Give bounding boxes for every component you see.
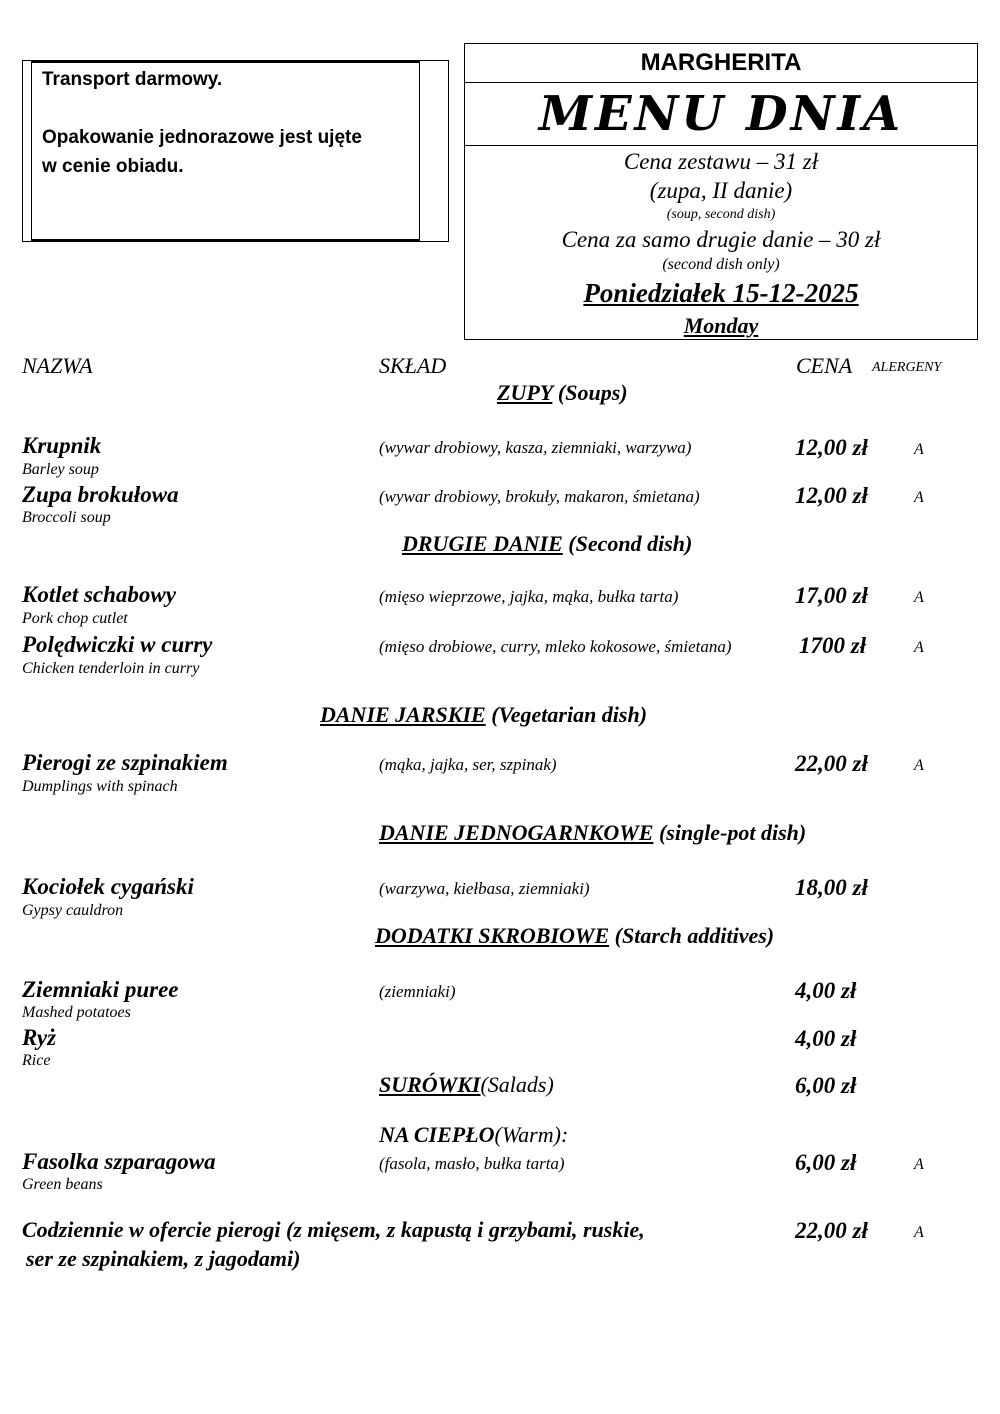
item-composition: (mięso wieprzowe, jajka, mąka, bułka tarta) xyxy=(379,587,679,606)
section-vegetarian: DANIE JARSKIE (Vegetarian dish) xyxy=(320,702,648,727)
section-starch: DODATKI SKROBIOWE (Starch additives) xyxy=(375,923,775,948)
col-name: NAZWA xyxy=(22,353,93,378)
second-price-en: (second dish only) xyxy=(662,256,780,273)
item-name: Ryż xyxy=(22,1025,57,1050)
section-soups: ZUPY (Soups) xyxy=(497,380,628,405)
info-text xyxy=(42,65,412,181)
section-warm: NA CIEPŁO(Warm): xyxy=(379,1122,569,1147)
item-name-en: Green beans xyxy=(22,1176,103,1193)
item-name-en: Chicken tenderloin in curry xyxy=(22,660,200,677)
item-name-en: Dumplings with spinach xyxy=(22,778,178,795)
item-composition: (ziemniaki) xyxy=(379,982,456,1001)
item-composition: (wywar drobiowy, kasza, ziemniaki, warzywa) xyxy=(379,438,692,457)
section-salads: SURÓWKI(Salads) xyxy=(379,1072,554,1097)
item-price: 1700 zł xyxy=(799,633,867,658)
item-composition: (warzywa, kiełbasa, ziemniaki) xyxy=(379,879,590,898)
set-contents-en: (soup, second dish) xyxy=(666,207,776,222)
menu-date: Poniedziałek 15-12-2025 xyxy=(583,278,859,308)
packaging-note-2: w cenie obiadu. xyxy=(42,156,184,177)
item-price: 12,00 zł xyxy=(795,483,868,508)
item-name: Fasolka szparagowa xyxy=(22,1149,216,1174)
item-name: Kotlet schabowy xyxy=(22,582,176,607)
item-allergen: A xyxy=(914,589,924,606)
item-name: Ziemniaki puree xyxy=(22,977,179,1002)
daily-offer-price: 22,00 zł xyxy=(795,1218,868,1243)
item-name: Kociołek cygański xyxy=(22,874,194,899)
info-box-side xyxy=(420,60,449,242)
item-composition: (wywar drobiowy, brokuły, makaron, śmietana) xyxy=(379,487,700,506)
item-name-en: Rice xyxy=(22,1052,51,1069)
item-price: 6,00 zł xyxy=(795,1150,857,1175)
item-name-en: Barley soup xyxy=(22,461,99,478)
item-composition: (mąka, jajka, ser, szpinak) xyxy=(379,755,557,774)
menu-day: Monday xyxy=(683,313,759,338)
daily-offer-line1: Codziennie w ofercie pierogi (z mięsem, z kapustą i grzybami, ruskie, xyxy=(22,1217,645,1242)
item-name: Zupa brokułowa xyxy=(22,482,179,507)
item-allergen: A xyxy=(914,489,924,506)
item-name: Krupnik xyxy=(22,433,102,458)
item-name-en: Broccoli soup xyxy=(22,509,111,526)
col-allergens: ALERGENY xyxy=(872,360,942,375)
item-price: 17,00 zł xyxy=(795,583,868,608)
menu-title: MENU DNIA xyxy=(465,83,977,146)
daily-offer-allergen: A xyxy=(914,1224,924,1241)
item-name-en: Pork chop cutlet xyxy=(22,610,128,627)
item-composition: (fasola, masło, bułka tarta) xyxy=(379,1154,565,1173)
salads-price: 6,00 zł xyxy=(795,1073,857,1098)
second-price: Cena za samo drugie danie – 30 zł xyxy=(561,227,881,252)
col-composition: SKŁAD xyxy=(379,353,447,378)
packaging-note-1: Opakowanie jednorazowe jest ujęte xyxy=(42,127,362,148)
item-name-en: Mashed potatoes xyxy=(22,1004,131,1021)
menu-header xyxy=(464,43,978,340)
item-allergen: A xyxy=(914,441,924,458)
restaurant-name: MARGHERITA xyxy=(465,44,977,83)
item-allergen: A xyxy=(914,639,924,656)
item-composition: (mięso drobiowe, curry, mleko kokosowe, śmietana) xyxy=(379,637,732,656)
item-name: Polędwiczki w curry xyxy=(22,632,213,657)
item-allergen: A xyxy=(914,1156,924,1173)
item-name-en: Gypsy cauldron xyxy=(22,902,124,919)
set-price: Cena zestawu – 31 zł xyxy=(623,149,819,174)
item-allergen: A xyxy=(914,757,924,774)
item-name: Pierogi ze szpinakiem xyxy=(22,750,228,775)
item-price: 18,00 zł xyxy=(795,875,868,900)
item-price: 12,00 zł xyxy=(795,435,868,460)
section-one-pot: DANIE JEDNOGARNKOWE (single-pot dish) xyxy=(379,820,807,845)
free-transport: Transport darmowy. xyxy=(42,69,223,90)
daily-offer-line2: ser ze szpinakiem, z jagodami) xyxy=(26,1246,301,1271)
item-price: 4,00 zł xyxy=(795,1026,857,1051)
col-price: CENA xyxy=(796,353,853,378)
item-price: 22,00 zł xyxy=(795,751,868,776)
set-contents: (zupa, II danie) xyxy=(649,178,793,203)
section-second-dish: DRUGIE DANIE (Second dish) xyxy=(402,531,693,556)
item-price: 4,00 zł xyxy=(795,978,857,1003)
